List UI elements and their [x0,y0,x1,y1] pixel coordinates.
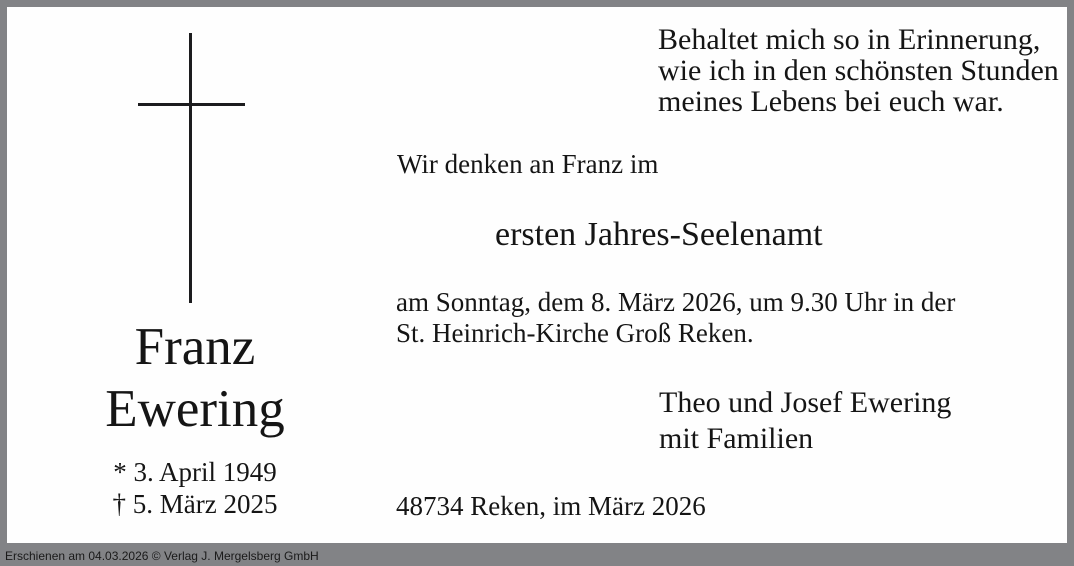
epigraph [658,24,1059,117]
intro-line: Wir denken an Franz im [397,149,659,179]
place-date-line: 48734 Reken, im März 2026 [396,491,706,521]
deceased-first-name: Franz [134,318,256,376]
event-title: ersten Jahres-Seelenamt [495,216,823,253]
epigraph-line-3: meines Lebens bei euch war. [658,85,1004,118]
epigraph-line-2: wie ich in den schönsten Stunden [658,54,1059,87]
birth-date-line: * 3. April 1949 [113,457,277,487]
mourners [659,385,951,457]
mourners-line-2: mit Familien [659,422,814,455]
deceased-last-name: Ewering [105,380,285,438]
event-details-line-1: am Sonntag, dem 8. März 2026, um 9.30 Uhr in der [396,287,956,317]
life-dates [15,456,375,520]
cross-horizontal-bar [138,103,245,106]
event-details-line-2: St. Heinrich-Kirche Groß Reken. [396,318,754,348]
mourners-line-1: Theo und Josef Ewering [659,386,952,419]
deceased-name [15,316,375,440]
event-details [396,287,955,349]
epigraph-line-1: Behaltet mich so in Erinnerung, [658,23,1041,56]
memorial-card [7,7,1067,543]
death-date-line: † 5. März 2025 [112,489,278,519]
publication-footer: Erschienen am 04.03.2026 © Verlag J. Mergelsberg GmbH [5,549,319,563]
cross-vertical-bar [189,33,192,303]
